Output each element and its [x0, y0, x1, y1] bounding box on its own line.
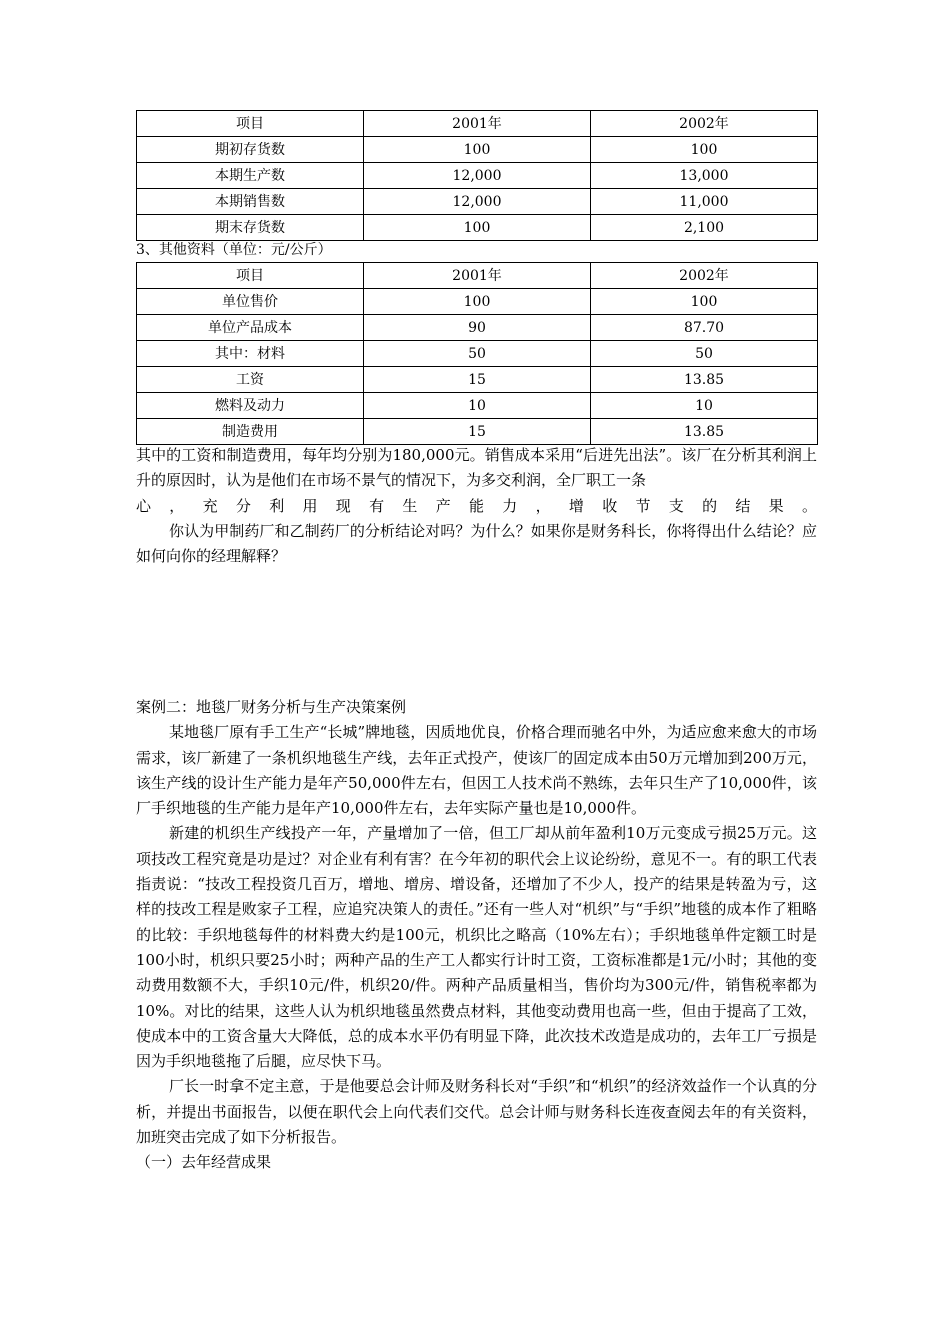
- table-header-cell: 项目: [137, 111, 364, 137]
- table-cell: 50: [364, 341, 591, 367]
- paragraph: 厂长一时拿不定主意，于是他要总会计师及财务科长对“手织”和“机织”的经济效益作一个认真的分析，并提出书面报告，以便在职代会上向代表们交代。总会计师与财务科长连夜查阅去年的有关资料，加班突击完成了如下分析报告。: [136, 1077, 817, 1147]
- table-header-cell: 2001年: [364, 111, 591, 137]
- table-cell: 13.85: [591, 367, 818, 393]
- paragraph: 新建的机织生产线投产一年，产量增加了一倍，但工厂却从前年盈利10万元变成亏损25万元。这项技改工程究竟是功是过？对企业有利有害？在今年初的职代会上议论纷纷，意见不一。有的职工代表指责说：“技改工程投资几百万，增地、增房、增设备，还增加了不少人，投产的结果是转盈为亏，这样的技改工程是败家子工程，应追究决策人的责任。”还有一些人对“机织”与“手织”地毯的成本作了粗略的比较：手织地毯每件的材料费大约是100元，机织比之略高（10%左右）；手织地毯单件定额工时是100小时，机织只要25小时；两种产品的生产工人都实行计时工资，工资标准都是1元/小时；其他的变动费用数额不大，手织10元/件，机织20/件。两种产品质量相当，售价均为300元/件，销售税率都为10%。对比的结果，这些人认为机织地毯虽然费点材料，其他变动费用也高一些，但由于提高了工效，使成本中的工资含量大大降低，总的成本水平仍有明显下降，此次技术改造是成功的，去年工厂亏损是因为手织地毯拖了后腿，应尽快下马。: [136, 824, 817, 1071]
- table-cell: 100: [364, 137, 591, 163]
- section-heading: （一）去年经营成果: [136, 1153, 272, 1172]
- table-cell: 本期销售数: [137, 189, 364, 215]
- table-row: [137, 367, 818, 393]
- table-cell: 15: [364, 367, 591, 393]
- table-cell: 燃料及动力: [137, 393, 364, 419]
- paragraph: 其中的工资和制造费用，每年均分别为180,000元。销售成本采用“后进先出法”。该厂在分析其利润上升的原因时，认为是他们在市场不景气的情况下，为多交利润，全厂职工一条: [136, 446, 817, 490]
- table-cell: 单位产品成本: [137, 315, 364, 341]
- table-cell: 10: [364, 393, 591, 419]
- table-row: [137, 215, 818, 241]
- table-row: [137, 419, 818, 445]
- table-cell: 13.85: [591, 419, 818, 445]
- inventory-table: [136, 110, 818, 241]
- table-cell: 100: [591, 289, 818, 315]
- table-cell: 13,000: [591, 163, 818, 189]
- table-row: [137, 289, 818, 315]
- table-cell: 50: [591, 341, 818, 367]
- paragraph-continuation: 心，充分利用现有生产能力，增收节支的结果。: [136, 496, 817, 515]
- table-header-cell: 2002年: [591, 263, 818, 289]
- case-two-section: [136, 695, 817, 1176]
- table-cell: 15: [364, 419, 591, 445]
- analysis-text-block: [136, 443, 817, 569]
- table-row: [137, 393, 818, 419]
- table-row: [137, 341, 818, 367]
- table-header-cell: 2002年: [591, 111, 818, 137]
- table-cell: 期初存货数: [137, 137, 364, 163]
- unit-cost-table: [136, 262, 818, 445]
- table-header-cell: 项目: [137, 263, 364, 289]
- table-cell: 12,000: [364, 163, 591, 189]
- table-cell: 12,000: [364, 189, 591, 215]
- question-paragraph: 你认为甲制药厂和乙制药厂的分析结论对吗？为什么？如果你是财务科长，你将得出什么结论？应如何向你的经理解释？: [136, 521, 817, 566]
- table-cell: 10: [591, 393, 818, 419]
- table-cell: 期末存货数: [137, 215, 364, 241]
- table-header-row: [137, 263, 818, 289]
- table-cell: 其中：材料: [137, 341, 364, 367]
- table-caption: 3、其他资料（单位：元/公斤）: [136, 242, 332, 258]
- table-row: [137, 163, 818, 189]
- table-cell: 本期生产数: [137, 163, 364, 189]
- table-cell: 100: [591, 137, 818, 163]
- table-header-cell: 2001年: [364, 263, 591, 289]
- table-cell: 100: [364, 289, 591, 315]
- table-cell: 2,100: [591, 215, 818, 241]
- table-cell: 90: [364, 315, 591, 341]
- table-header-row: [137, 111, 818, 137]
- table-row: [137, 315, 818, 341]
- table-row: [137, 137, 818, 163]
- table-cell: 11,000: [591, 189, 818, 215]
- case-title: 案例二：地毯厂财务分析与生产决策案例: [136, 698, 407, 716]
- table-cell: 单位售价: [137, 289, 364, 315]
- table-cell: 100: [364, 215, 591, 241]
- table-row: [137, 189, 818, 215]
- table-cell: 工资: [137, 367, 364, 393]
- table-cell: 制造费用: [137, 419, 364, 445]
- table-cell: 87.70: [591, 315, 818, 341]
- paragraph: 某地毯厂原有手工生产“长城”牌地毯，因质地优良，价格合理而驰名中外，为适应愈来愈大的市场需求，该厂新建了一条机织地毯生产线，去年正式投产，使该厂的固定成本由50万元增加到200万元，该生产线的设计生产能力是年产50,000件左右，但因工人技术尚不熟练，去年只生产了10,000件，该厂手织地毯的生产能力是年产10,000件左右，去年实际产量也是10,000件。: [136, 723, 817, 818]
